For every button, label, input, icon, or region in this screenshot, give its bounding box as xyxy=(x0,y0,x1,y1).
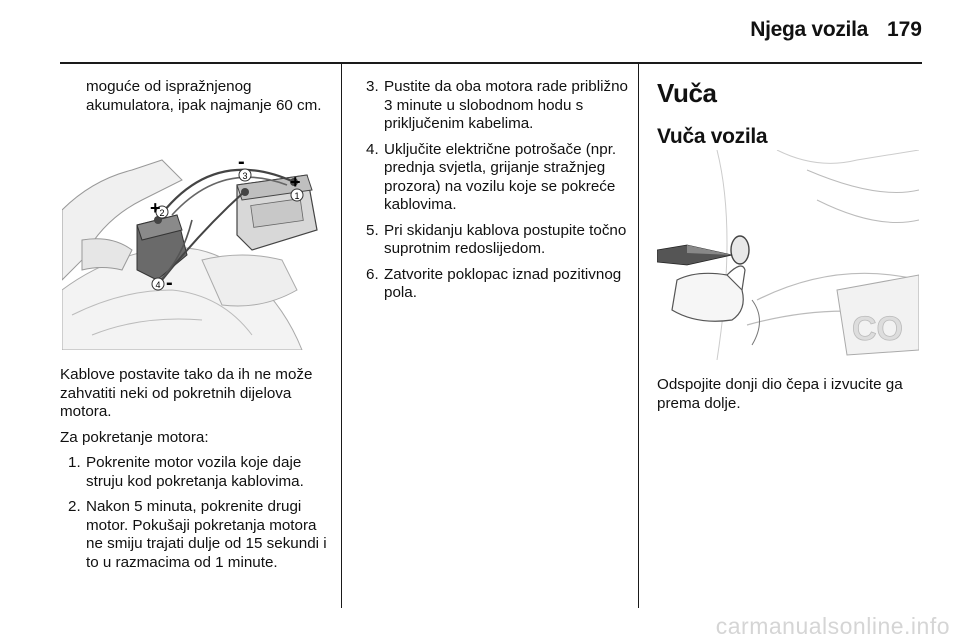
column-divider-1 xyxy=(341,64,342,608)
page-number: 179 xyxy=(886,18,922,41)
callout-number-4: 4 xyxy=(155,280,161,290)
steps-list-1 xyxy=(60,454,332,572)
section-heading: Vuča xyxy=(657,78,717,108)
towing-eye-svg xyxy=(657,150,919,360)
step-text: Pokrenite motor vozila koje daje struju kod pokretanja kablovima. xyxy=(86,454,304,490)
list-item xyxy=(60,498,332,572)
list-item xyxy=(358,78,628,134)
step-number: 3. xyxy=(366,78,379,95)
section-subheading: Vuča vozila xyxy=(657,125,768,148)
step-text: Pri skidanju kablova postupite točno suprotnim redoslijedom. xyxy=(384,221,627,257)
list-item xyxy=(60,454,332,491)
page-header-title: Njega vozila xyxy=(750,18,868,41)
list-item xyxy=(358,266,628,303)
intro-text: moguće od ispražnjenog akumulatora, ipak najmanje 60 cm. xyxy=(86,78,322,114)
column-3-caption xyxy=(657,376,922,413)
towing-caption: Odspojite donji dio čepa i izvucite ga prema dolje. xyxy=(657,376,903,412)
step-text: Pustite da oba motora rade približno 3 minute u slobodnom hodu s priključenim kabelima. xyxy=(384,78,628,132)
minus-sign-3: - xyxy=(238,151,245,173)
step-number: 5. xyxy=(366,221,379,239)
step-text: Zatvorite poklopac iznad pozitivnog pola. xyxy=(384,265,622,301)
column-2-body xyxy=(358,78,628,310)
header-rule xyxy=(60,62,922,64)
towing-eye-illustration xyxy=(657,150,919,360)
plus-sign-2: + xyxy=(150,198,161,218)
step-number: 1. xyxy=(68,454,81,471)
callout-number-2: 2 xyxy=(159,208,165,218)
license-plate-graphic: CO xyxy=(852,310,903,348)
minus-sign-4: - xyxy=(166,272,173,294)
step-number: 4. xyxy=(366,140,379,158)
jump-start-illustration xyxy=(62,140,324,350)
column-3-headings xyxy=(657,78,922,150)
cable-paragraph: Kablove postavite tako da ih ne može zahvatiti neki od pokretnih dijelova motora. xyxy=(60,366,313,420)
start-lead: Za pokretanje motora: xyxy=(60,428,209,446)
column-divider-2 xyxy=(638,64,639,608)
step-text: Nakon 5 minuta, pokrenite drugi motor. Pokušaji pokretanja motora ne smiju trajati dulje od 15 sekundi i to u razmacima od 1 minute. xyxy=(86,498,327,571)
callout-number-1: 1 xyxy=(294,191,300,201)
step-text: Uključite električne potrošače (npr. prednja svjetla, grijanje stražnjeg prozora) na vozilu koje se pokreće kablovima. xyxy=(384,140,617,213)
column-1-intro xyxy=(60,78,330,115)
callout-number-3: 3 xyxy=(242,171,248,181)
steps-list-2 xyxy=(358,78,628,303)
step-number: 2. xyxy=(68,498,81,515)
jump-start-svg xyxy=(62,140,324,350)
plus-sign-1: + xyxy=(290,172,301,192)
step-number: 6. xyxy=(366,265,379,283)
column-1-body xyxy=(60,366,332,579)
watermark-text: carmanualsonline.info xyxy=(715,613,950,639)
list-item xyxy=(358,141,628,215)
list-item xyxy=(358,222,628,259)
